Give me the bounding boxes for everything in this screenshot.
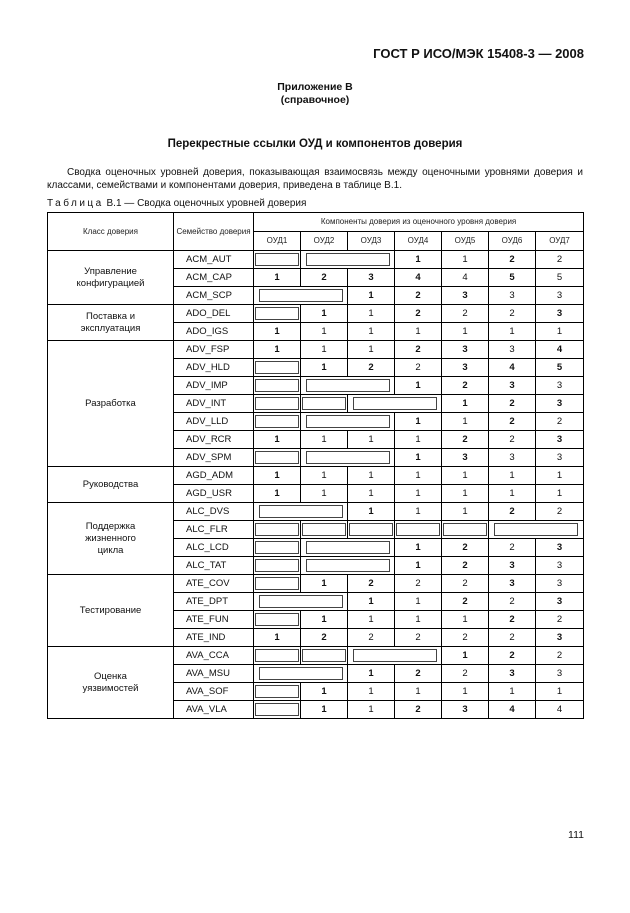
assurance-class-line: цикла: [97, 544, 124, 556]
level-header: ОУД6: [489, 232, 536, 251]
component-level-cell: 1: [442, 323, 489, 341]
empty-component-cell: [254, 503, 348, 521]
assurance-family-cell: ADV_LLD: [174, 413, 254, 431]
component-level-cell: 1: [301, 611, 348, 629]
component-level-cell: 1: [489, 683, 536, 701]
empty-component-cell: [254, 575, 301, 593]
empty-component-cell: [442, 521, 489, 539]
assurance-class-line: Поставка и: [85, 310, 136, 322]
component-level-cell: 1: [442, 395, 489, 413]
component-level-cell: 1: [348, 341, 395, 359]
component-level-cell: 1: [489, 485, 536, 503]
component-level-cell: 1: [301, 431, 348, 449]
component-level-cell: 5: [536, 269, 584, 287]
component-level-cell: 3: [536, 449, 584, 467]
empty-component-cell: [301, 413, 395, 431]
component-level-cell: 1: [254, 629, 301, 647]
assurance-class-line: Оценка: [94, 670, 127, 682]
component-level-cell: 1: [395, 467, 442, 485]
assurance-family-cell: ATE_DPT: [174, 593, 254, 611]
component-level-cell: 2: [348, 629, 395, 647]
empty-component-cell: [254, 557, 301, 575]
component-level-cell: 2: [301, 269, 348, 287]
empty-component-cell: [301, 521, 348, 539]
component-level-cell: 1: [395, 593, 442, 611]
component-level-cell: 1: [348, 593, 395, 611]
component-level-cell: 2: [395, 629, 442, 647]
component-level-cell: 1: [254, 341, 301, 359]
empty-box: [255, 559, 299, 572]
empty-component-cell: [301, 557, 395, 575]
empty-component-cell: [489, 521, 584, 539]
component-level-cell: 2: [395, 359, 442, 377]
assurance-family-cell: ADV_SPM: [174, 449, 254, 467]
component-level-cell: 1: [489, 467, 536, 485]
empty-box: [255, 703, 299, 716]
component-level-cell: 3: [348, 269, 395, 287]
annex-subtitle: (справочное): [280, 94, 350, 106]
empty-box: [306, 541, 390, 554]
assurance-family-cell: AVA_VLA: [174, 701, 254, 719]
assurance-family-cell: AVA_MSU: [174, 665, 254, 683]
empty-box: [255, 523, 299, 536]
assurance-family-cell: ACM_AUT: [174, 251, 254, 269]
component-level-cell: 2: [395, 701, 442, 719]
component-level-cell: 1: [301, 485, 348, 503]
table-row: [48, 341, 584, 359]
component-level-cell: 1: [348, 665, 395, 683]
component-level-cell: 1: [442, 647, 489, 665]
annex-title: Приложение В: [277, 81, 353, 93]
component-level-cell: 3: [536, 431, 584, 449]
component-level-cell: 2: [442, 665, 489, 683]
assurance-class-line: конфигурацией: [76, 277, 145, 289]
component-level-cell: 1: [301, 701, 348, 719]
empty-box: [255, 649, 299, 662]
level-header: ОУД2: [301, 232, 348, 251]
component-level-cell: 2: [395, 341, 442, 359]
table-row: [48, 575, 584, 593]
level-header: ОУД7: [536, 232, 584, 251]
empty-box: [255, 613, 299, 626]
component-level-cell: 4: [442, 269, 489, 287]
component-level-cell: 1: [254, 269, 301, 287]
component-level-cell: 3: [536, 593, 584, 611]
empty-component-cell: [348, 521, 395, 539]
component-level-cell: 1: [536, 683, 584, 701]
empty-box: [255, 253, 299, 266]
component-level-cell: 2: [489, 593, 536, 611]
component-level-cell: 1: [301, 467, 348, 485]
component-level-cell: 3: [442, 359, 489, 377]
component-level-cell: 1: [254, 467, 301, 485]
component-level-cell: 1: [348, 611, 395, 629]
table-row: [48, 305, 584, 323]
assurance-family-cell: AVA_CCA: [174, 647, 254, 665]
component-level-cell: 2: [348, 359, 395, 377]
empty-box: [255, 379, 299, 392]
component-level-cell: 2: [536, 251, 584, 269]
empty-component-cell: [254, 251, 301, 269]
component-level-cell: 2: [489, 503, 536, 521]
empty-component-cell: [254, 665, 348, 683]
level-header: ОУД1: [254, 232, 301, 251]
col-header-components: Компоненты доверия из оценочного уровня доверия: [254, 213, 584, 232]
empty-component-cell: [254, 647, 301, 665]
level-header: ОУД3: [348, 232, 395, 251]
component-level-cell: 3: [536, 287, 584, 305]
empty-component-cell: [301, 251, 395, 269]
empty-box: [259, 667, 343, 680]
component-level-cell: 5: [536, 359, 584, 377]
table-caption: [47, 198, 306, 209]
component-level-cell: 1: [395, 539, 442, 557]
component-level-cell: 3: [536, 629, 584, 647]
empty-component-cell: [254, 701, 301, 719]
component-level-cell: 1: [442, 611, 489, 629]
assurance-family-cell: ATE_IND: [174, 629, 254, 647]
component-level-cell: 1: [254, 323, 301, 341]
component-level-cell: 2: [395, 575, 442, 593]
level-header: ОУД5: [442, 232, 489, 251]
empty-box: [396, 523, 440, 536]
component-level-cell: 2: [301, 629, 348, 647]
component-level-cell: 1: [254, 431, 301, 449]
assurance-family-cell: ADV_FSP: [174, 341, 254, 359]
component-level-cell: 3: [489, 665, 536, 683]
empty-box: [306, 451, 390, 464]
empty-component-cell: [254, 539, 301, 557]
empty-component-cell: [254, 305, 301, 323]
assurance-class-cell: [48, 503, 174, 575]
level-header: ОУД4: [395, 232, 442, 251]
empty-component-cell: [395, 521, 442, 539]
intro-paragraph: Сводка оценочных уровней доверия, показывающая взаимосвязь между оценочными уровнями доверия и классами, семействами и компонентами доверия, приведена в таблице В.1.: [47, 167, 583, 191]
assurance-class-line: эксплуатация: [80, 322, 141, 334]
component-level-cell: 2: [536, 413, 584, 431]
empty-box: [306, 253, 390, 266]
component-level-cell: 1: [348, 287, 395, 305]
component-level-cell: 3: [442, 287, 489, 305]
component-level-cell: 1: [301, 575, 348, 593]
component-level-cell: 1: [395, 413, 442, 431]
empty-component-cell: [301, 449, 395, 467]
component-level-cell: 4: [489, 359, 536, 377]
empty-box: [259, 289, 343, 302]
component-level-cell: 1: [442, 413, 489, 431]
component-level-cell: 4: [536, 341, 584, 359]
empty-box: [255, 307, 299, 320]
assurance-class-line: уязвимостей: [82, 682, 139, 694]
component-level-cell: 1: [348, 701, 395, 719]
component-level-cell: 1: [536, 485, 584, 503]
assurance-family-cell: ATE_FUN: [174, 611, 254, 629]
assurance-table: [47, 212, 584, 719]
empty-component-cell: [254, 593, 348, 611]
assurance-family-cell: ADV_RCR: [174, 431, 254, 449]
empty-box: [259, 595, 343, 608]
assurance-class-line: Разработка: [85, 397, 136, 409]
empty-box: [255, 541, 299, 554]
component-level-cell: 2: [442, 593, 489, 611]
component-level-cell: 2: [442, 557, 489, 575]
assurance-class-line: Тестирование: [79, 604, 142, 616]
empty-component-cell: [301, 647, 348, 665]
empty-box: [255, 397, 299, 410]
assurance-family-cell: ADO_DEL: [174, 305, 254, 323]
component-level-cell: 1: [301, 341, 348, 359]
component-level-cell: 3: [489, 557, 536, 575]
table-row: [48, 467, 584, 485]
component-level-cell: 3: [536, 665, 584, 683]
page-number: 111: [568, 829, 584, 841]
empty-component-cell: [254, 395, 301, 413]
component-level-cell: 1: [442, 251, 489, 269]
assurance-class-cell: [48, 647, 174, 719]
component-level-cell: 1: [395, 503, 442, 521]
empty-component-cell: [254, 611, 301, 629]
assurance-family-cell: ALC_FLR: [174, 521, 254, 539]
component-level-cell: 3: [489, 449, 536, 467]
empty-component-cell: [254, 449, 301, 467]
component-level-cell: 1: [395, 323, 442, 341]
table-row: [48, 647, 584, 665]
assurance-family-cell: ACM_SCP: [174, 287, 254, 305]
component-level-cell: 3: [442, 701, 489, 719]
table-caption-prefix: Таблица: [47, 198, 104, 209]
empty-component-cell: [301, 395, 348, 413]
empty-box: [306, 415, 390, 428]
assurance-class-cell: [48, 575, 174, 647]
component-level-cell: 1: [395, 431, 442, 449]
empty-component-cell: [254, 359, 301, 377]
empty-box: [255, 361, 299, 374]
empty-component-cell: [254, 521, 301, 539]
empty-box: [353, 397, 437, 410]
component-level-cell: 4: [536, 701, 584, 719]
assurance-family-cell: ALC_LCD: [174, 539, 254, 557]
component-level-cell: 2: [489, 611, 536, 629]
component-level-cell: 1: [442, 503, 489, 521]
component-level-cell: 2: [348, 575, 395, 593]
component-level-cell: 2: [489, 305, 536, 323]
component-level-cell: 5: [489, 269, 536, 287]
component-level-cell: 3: [536, 575, 584, 593]
empty-box: [259, 505, 343, 518]
component-level-cell: 1: [395, 683, 442, 701]
empty-box: [302, 397, 346, 410]
component-level-cell: 3: [489, 341, 536, 359]
empty-box: [306, 379, 390, 392]
component-level-cell: 1: [536, 323, 584, 341]
empty-box: [494, 523, 578, 536]
component-level-cell: 1: [442, 485, 489, 503]
component-level-cell: 1: [395, 485, 442, 503]
empty-box: [353, 649, 437, 662]
assurance-class-line: Управление: [84, 265, 137, 277]
component-level-cell: 1: [348, 305, 395, 323]
component-level-cell: 3: [536, 395, 584, 413]
empty-box: [349, 523, 393, 536]
component-level-cell: 4: [395, 269, 442, 287]
assurance-family-cell: AGD_USR: [174, 485, 254, 503]
component-level-cell: 2: [489, 395, 536, 413]
component-level-cell: 1: [442, 467, 489, 485]
component-level-cell: 2: [489, 413, 536, 431]
component-level-cell: 1: [395, 557, 442, 575]
empty-box: [302, 523, 346, 536]
component-level-cell: 1: [254, 485, 301, 503]
component-level-cell: 2: [489, 647, 536, 665]
empty-box: [302, 649, 346, 662]
component-level-cell: 2: [442, 629, 489, 647]
col-header-class: Класс доверия: [48, 213, 174, 251]
assurance-family-cell: AGD_ADM: [174, 467, 254, 485]
component-level-cell: 2: [489, 251, 536, 269]
assurance-class-cell: [48, 341, 174, 467]
assurance-family-cell: ACM_CAP: [174, 269, 254, 287]
component-level-cell: 1: [348, 683, 395, 701]
component-level-cell: 1: [348, 485, 395, 503]
assurance-family-cell: ADO_IGS: [174, 323, 254, 341]
assurance-family-cell: ADV_INT: [174, 395, 254, 413]
component-level-cell: 1: [348, 467, 395, 485]
empty-box: [255, 451, 299, 464]
component-level-cell: 3: [536, 305, 584, 323]
empty-component-cell: [348, 395, 442, 413]
component-level-cell: 3: [489, 575, 536, 593]
assurance-class-cell: [48, 305, 174, 341]
component-level-cell: 4: [489, 701, 536, 719]
empty-component-cell: [301, 539, 395, 557]
table-row: [48, 251, 584, 269]
table-row: [48, 503, 584, 521]
component-level-cell: 1: [301, 683, 348, 701]
empty-component-cell: [254, 413, 301, 431]
col-header-family: Семейство доверия: [174, 213, 254, 251]
component-level-cell: 3: [489, 377, 536, 395]
empty-box: [255, 685, 299, 698]
component-level-cell: 1: [348, 503, 395, 521]
assurance-family-cell: AVA_SOF: [174, 683, 254, 701]
component-level-cell: 2: [442, 539, 489, 557]
empty-box: [255, 577, 299, 590]
empty-box: [443, 523, 487, 536]
component-level-cell: 3: [536, 539, 584, 557]
component-level-cell: 2: [395, 305, 442, 323]
component-level-cell: 2: [536, 503, 584, 521]
assurance-class-line: Руководства: [82, 478, 139, 490]
assurance-family-cell: ATE_COV: [174, 575, 254, 593]
document-header: ГОСТ Р ИСО/МЭК 15408-3 — 2008: [373, 46, 584, 61]
component-level-cell: 2: [442, 431, 489, 449]
component-level-cell: 2: [536, 647, 584, 665]
assurance-class-cell: [48, 251, 174, 305]
component-level-cell: 1: [395, 449, 442, 467]
component-level-cell: 2: [442, 377, 489, 395]
assurance-family-cell: ALC_TAT: [174, 557, 254, 575]
table-caption-text: В.1 — Сводка оценочных уровней доверия: [106, 198, 307, 209]
component-level-cell: 2: [489, 539, 536, 557]
component-level-cell: 1: [395, 611, 442, 629]
assurance-family-cell: ADV_HLD: [174, 359, 254, 377]
component-level-cell: 1: [536, 467, 584, 485]
component-level-cell: 1: [348, 323, 395, 341]
component-level-cell: 1: [489, 323, 536, 341]
assurance-class-line: Поддержка: [85, 520, 136, 532]
section-title: Перекрестные ссылки ОУД и компонентов доверия: [167, 138, 463, 150]
component-level-cell: 2: [442, 305, 489, 323]
component-level-cell: 3: [489, 287, 536, 305]
empty-component-cell: [301, 377, 395, 395]
component-level-cell: 3: [536, 377, 584, 395]
component-level-cell: 3: [442, 449, 489, 467]
component-level-cell: 1: [442, 683, 489, 701]
component-level-cell: 2: [489, 431, 536, 449]
empty-component-cell: [348, 647, 442, 665]
empty-component-cell: [254, 287, 348, 305]
component-level-cell: 1: [395, 377, 442, 395]
component-level-cell: 2: [395, 287, 442, 305]
component-level-cell: 2: [442, 575, 489, 593]
component-level-cell: 1: [395, 251, 442, 269]
assurance-family-cell: ADV_IMP: [174, 377, 254, 395]
component-level-cell: 1: [301, 323, 348, 341]
assurance-class-cell: [48, 467, 174, 503]
component-level-cell: 3: [442, 341, 489, 359]
component-level-cell: 1: [301, 359, 348, 377]
empty-box: [255, 415, 299, 428]
component-level-cell: 1: [348, 431, 395, 449]
empty-box: [306, 559, 390, 572]
empty-component-cell: [254, 683, 301, 701]
assurance-family-cell: ALC_DVS: [174, 503, 254, 521]
component-level-cell: 1: [301, 305, 348, 323]
component-level-cell: 3: [536, 557, 584, 575]
empty-component-cell: [254, 377, 301, 395]
assurance-class-line: жизненного: [85, 532, 136, 544]
component-level-cell: 2: [395, 665, 442, 683]
component-level-cell: 2: [489, 629, 536, 647]
component-level-cell: 2: [536, 611, 584, 629]
